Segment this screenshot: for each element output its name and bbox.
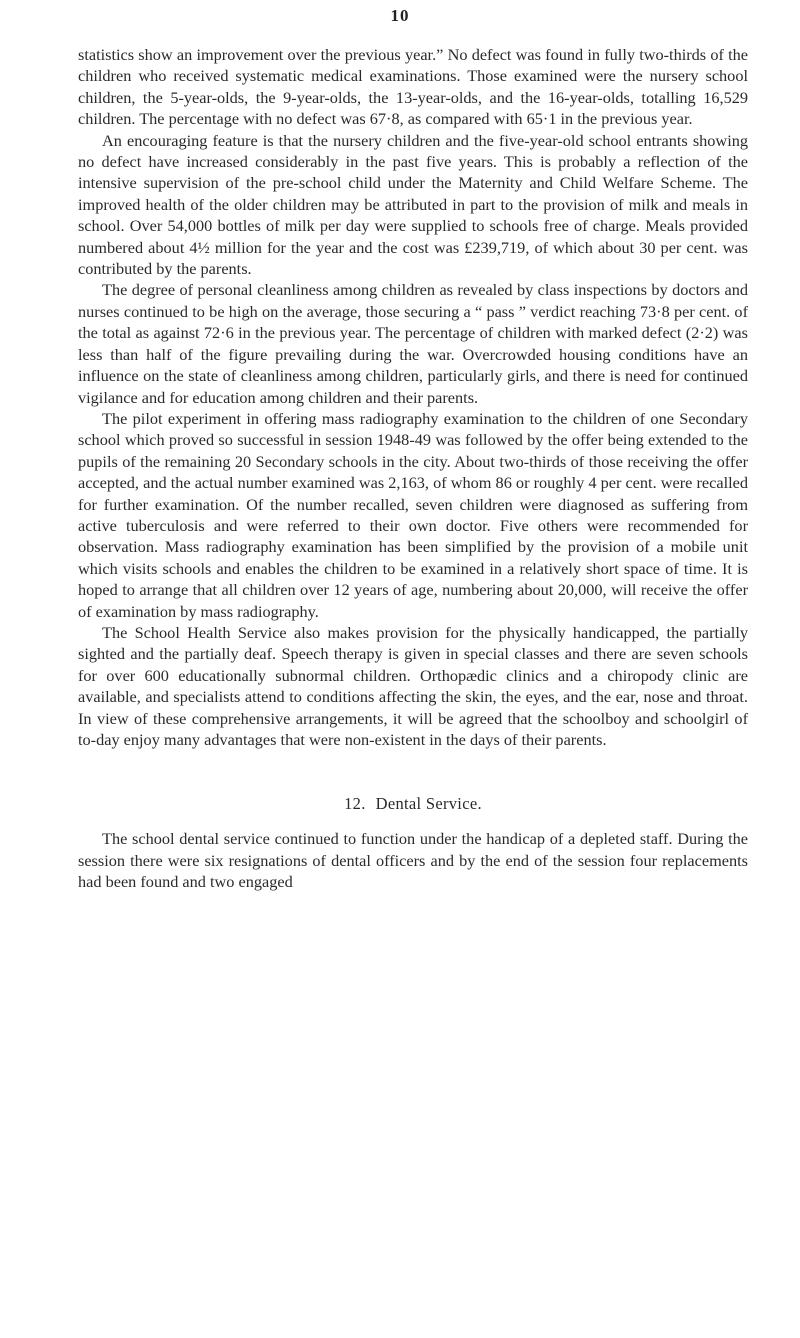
section-number: 12. — [344, 794, 366, 814]
page-body — [78, 44, 748, 893]
paragraph-cleanliness: The degree of personal cleanliness among children as revealed by class inspections by doctors and nurses continued to be high on the average, those securing a “ pass ” verdict reaching 73·8 per cent. of the total as against 72·6 in the previous year. The percentage of children with marked defect (2·2) was less than half of the figure prevailing during the war. Overcrowded housing conditions have an influence on the state of cleanliness among children, particularly girls, and there is need for continued vigilance and for education among children and their parents. — [78, 280, 748, 407]
paragraph-nursery-children: An encouraging feature is that the nursery children and the five-year-old school entrants showing no defect have increased considerably in the past five years. This is probably a reflection of the intensive supervision of the pre-school child under the Maternity and Child Welfare Scheme. The improved health of the older children may be attributed in part to the provision of milk and meals in school. Over 54,000 bottles of milk per day were supplied to schools free of charge. Meals provided numbered about 4½ million for the year and the cost was £239,719, of which about 30 per cent. was contributed by the parents. — [78, 130, 748, 279]
paragraph-handicapped-provision: The School Health Service also makes provision for the physically handicapped, the partially sighted and the partially deaf. Speech therapy is given in special classes and there are seven schools for over 600 educationally subnormal children. Orthopædic clinics and a chiropody clinic are available, and specialists attend to conditions affecting the skin, the eyes, and the ear, nose and throat. In view of these comprehensive arrangements, it will be agreed that the schoolboy and schoolgirl of to-day enjoy many advantages that were non-existent in the days of their parents. — [78, 622, 748, 749]
paragraph-mass-radiography: The pilot experiment in offering mass radiography examination to the children of one Secondary school which proved so successful in session 1948-49 was followed by the offer being extended to the pupils of the remaining 20 Secondary schools in the city. About two-thirds of those receiving the offer accepted, and the actual number examined was 2,163, of whom 86 or roughly 4 per cent. were recalled for further examination. Of the number recalled, seven children were diagnosed as suffering from active tuberculosis and were referred to their own doctor. Five others were recommended for observation. Mass radiography examination has been simplified by the provision of a mobile unit which visits schools and enables the children to be examined in a relatively short space of time. It is hoped to arrange that all children over 12 years of age, numbering about 20,000, will receive the offer of examination by mass radiography. — [78, 408, 748, 621]
page-number: 10 — [390, 6, 410, 25]
section-title: Dental Service. — [375, 794, 482, 814]
section-heading — [78, 794, 748, 814]
paragraph-statistics: statistics show an improvement over the previous year.” No defect was found in fully two-thirds of the children who received systematic medical examinations. Those examined were the nursery school children, the 5-year-olds, the 9-year-olds, the 13-year-olds, and the 16-year-olds, totalling 16,529 children. The percentage with no defect was 67·8, as compared with 65·1 in the previous year. — [78, 45, 748, 129]
paragraph-dental-service: The school dental service continued to function under the handicap of a depleted staff. During the session there were six resignations of dental officers and by the end of the session four replacements had been found and two engaged — [78, 829, 748, 892]
